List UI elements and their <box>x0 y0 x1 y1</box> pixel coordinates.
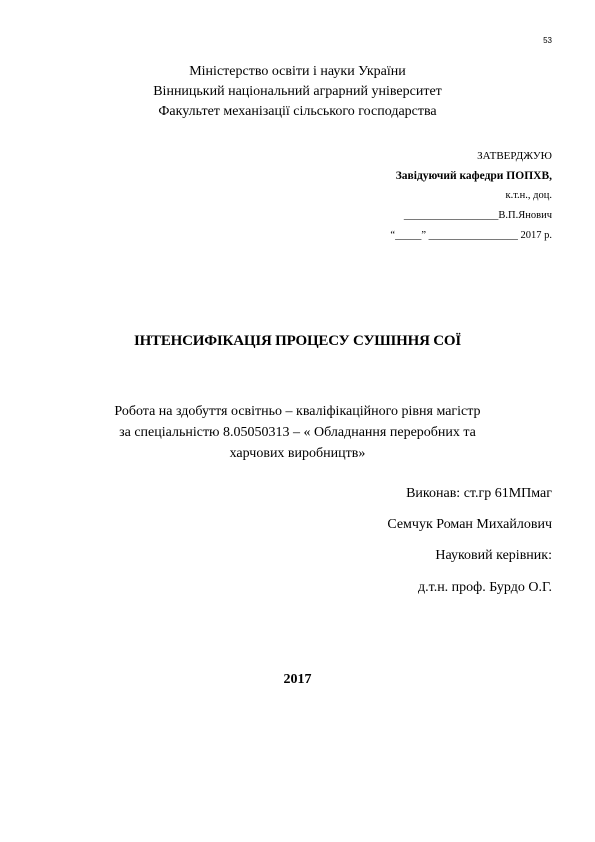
faculty-name: Факультет механізації сільського господарства <box>158 104 437 119</box>
approval-date: “_____” _________________ 2017 р. <box>390 230 552 241</box>
supervisor-label: Науковий керівник: <box>435 548 552 563</box>
approver-degree: к.т.н., доц. <box>505 190 552 201</box>
university-name: Вінницький національний аграрний університет <box>153 84 442 99</box>
work-description <box>0 401 595 464</box>
approver-position: Завідуючий кафедри ПОПХВ, <box>395 170 552 182</box>
work-description-line-2: за спеціальністю 8.05050313 – « Обладнання переробних та <box>119 425 476 440</box>
approval-block <box>390 146 552 246</box>
document-title: ІНТЕНСИФІКАЦІЯ ПРОЦЕСУ СУШІННЯ СОЇ <box>133 333 462 349</box>
author-name: Семчук Роман Михайлович <box>387 517 552 532</box>
work-description-line-1: Робота на здобуття освітньо – кваліфікаційного рівня магістр <box>114 404 481 419</box>
approve-heading: ЗАТВЕРДЖУЮ <box>477 150 552 162</box>
document-year: 2017 <box>283 672 312 687</box>
approver-signature: __________________В.П.Янович <box>403 210 552 221</box>
institution-header <box>0 62 595 122</box>
supervisor-name: д.т.н. проф. Бурдо О.Г. <box>418 580 552 595</box>
performed-by-label: Виконав: ст.гр 61МПмаг <box>406 486 552 501</box>
ministry-name: Міністерство освіти і науки України <box>189 64 406 79</box>
work-description-line-3: харчових виробництв» <box>229 446 366 461</box>
page-number: 53 <box>543 36 552 45</box>
